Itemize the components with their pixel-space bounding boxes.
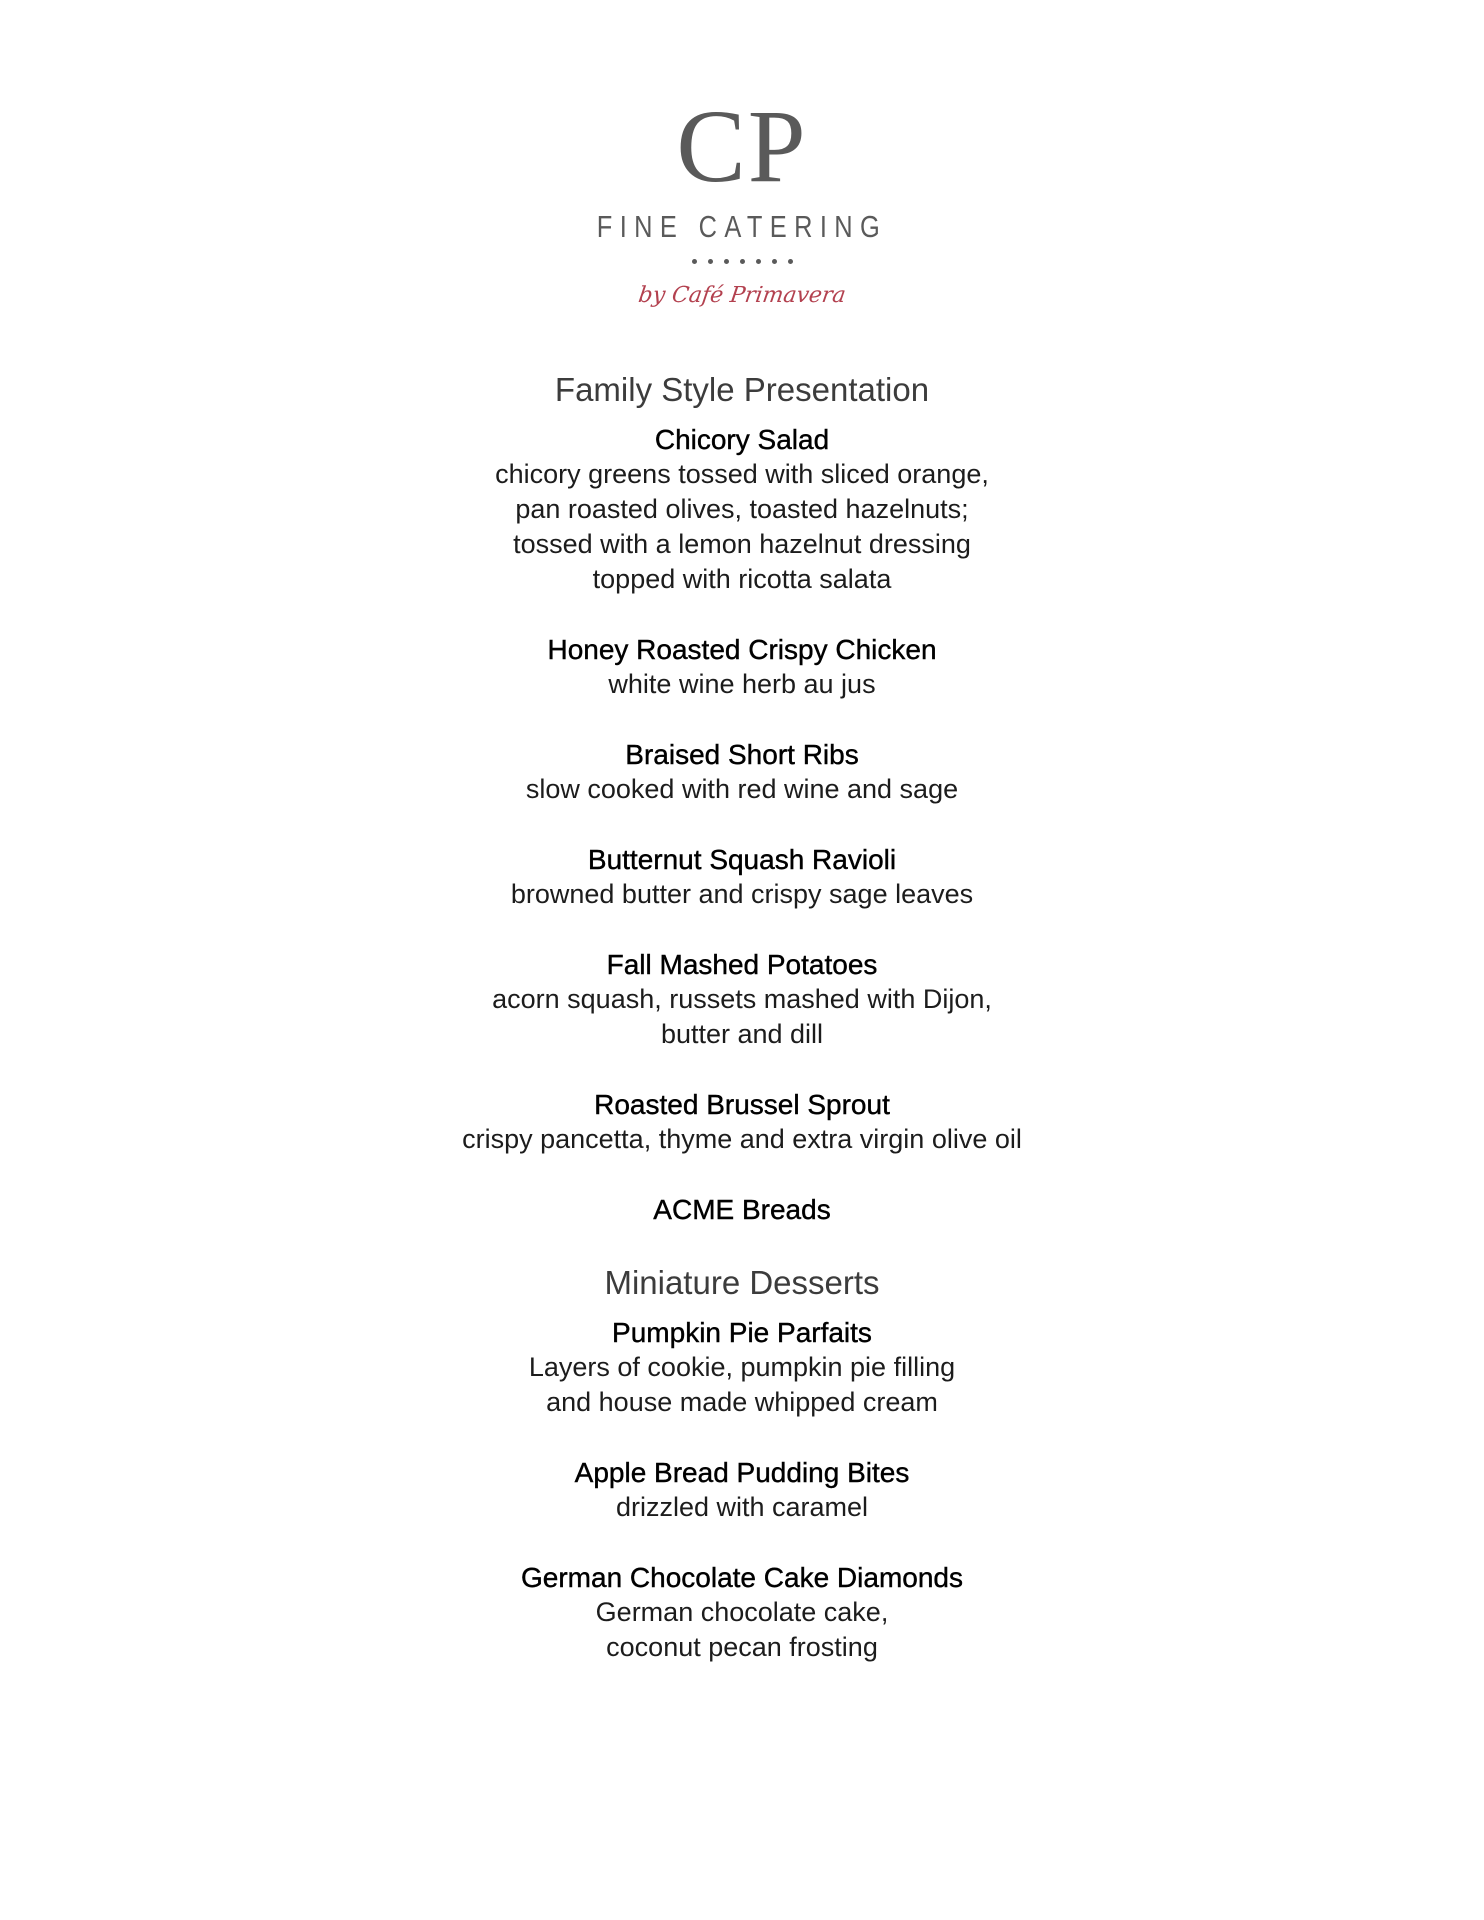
item-description: crispy pancetta, thyme and extra virgin olive oil bbox=[462, 1124, 1022, 1154]
menu-item bbox=[0, 737, 1484, 807]
logo-script-signature: by Café Primavera bbox=[636, 283, 848, 308]
section-family-style bbox=[0, 368, 1484, 1227]
item-description: chicory greens tossed with sliced orange, pan roasted olives, toasted hazelnuts; tossed with a lemon hazelnut dressing topped with ricotta salata bbox=[495, 459, 989, 594]
item-description: German chocolate cake, coconut pecan frosting bbox=[595, 1597, 889, 1662]
item-name: German Chocolate Cake Diamonds bbox=[521, 1562, 963, 1593]
logo-monogram: CP bbox=[676, 89, 808, 204]
section-miniature-desserts bbox=[0, 1261, 1484, 1665]
item-description: acorn squash, russets mashed with Dijon, butter and dill bbox=[492, 984, 992, 1049]
logo-subtitle: FINE CATERING bbox=[596, 209, 888, 244]
company-logo bbox=[0, 89, 1484, 311]
section-title: Family Style Presentation bbox=[554, 371, 930, 408]
section-title: Miniature Desserts bbox=[604, 1264, 880, 1301]
menu-item bbox=[0, 1087, 1484, 1157]
item-name: Honey Roasted Crispy Chicken bbox=[547, 634, 937, 665]
item-name: ACME Breads bbox=[653, 1194, 831, 1225]
menu-item bbox=[0, 1192, 1484, 1227]
menu-item bbox=[0, 947, 1484, 1052]
item-name: Apple Bread Pudding Bites bbox=[574, 1457, 910, 1488]
menu-item bbox=[0, 632, 1484, 702]
menu-item bbox=[0, 842, 1484, 912]
menu-item bbox=[0, 1455, 1484, 1525]
item-name: Fall Mashed Potatoes bbox=[606, 949, 878, 980]
item-description: white wine herb au jus bbox=[608, 669, 876, 699]
item-description: Layers of cookie, pumpkin pie filling and house made whipped cream bbox=[528, 1352, 956, 1417]
item-description: browned butter and crispy sage leaves bbox=[510, 879, 974, 909]
item-name: Butternut Squash Ravioli bbox=[587, 844, 897, 875]
menu-item bbox=[0, 422, 1484, 597]
menu-item bbox=[0, 1315, 1484, 1420]
item-description: slow cooked with red wine and sage bbox=[525, 774, 959, 804]
item-name: Braised Short Ribs bbox=[625, 739, 859, 770]
item-name: Chicory Salad bbox=[654, 424, 830, 455]
item-name: Pumpkin Pie Parfaits bbox=[612, 1317, 872, 1348]
logo-dots-divider bbox=[0, 259, 1484, 269]
menu-content bbox=[0, 368, 1484, 1700]
item-description: drizzled with caramel bbox=[615, 1492, 869, 1522]
item-name: Roasted Brussel Sprout bbox=[594, 1089, 890, 1120]
menu-item bbox=[0, 1560, 1484, 1665]
